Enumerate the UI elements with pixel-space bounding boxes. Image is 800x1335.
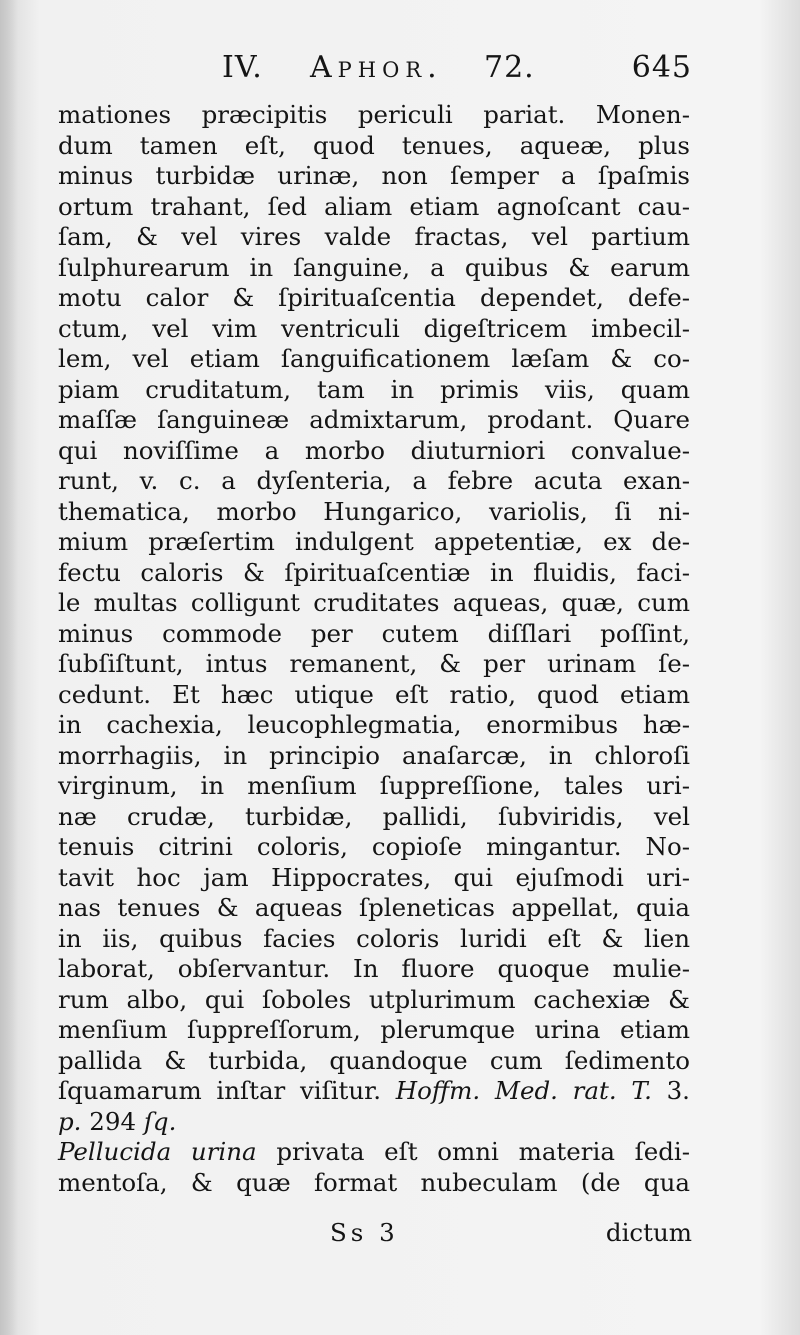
text-line: lem, vel etiam ſanguificationem læſam & co- (58, 344, 690, 373)
text-line: tavit hoc jam Hippocrates, qui ejuſmodi uri- (58, 862, 690, 892)
text-line: maſſæ ſanguineæ admixtarum, prodant. Quare (58, 405, 690, 434)
text-line: motu calor & ſpirituaſcentia dependet, defe- (58, 283, 690, 312)
text-line: mentoſa, & quæ format nubeculam (de qua (58, 1167, 690, 1197)
text-line: piam cruditatum, tam in primis viis, quam (58, 374, 690, 404)
text-line: ſam, & vel vires valde fractas, vel partium (58, 222, 690, 251)
text-line-page-reference (58, 1107, 690, 1138)
text-line: minus turbidæ urinæ, non ſemper a ſpaſmis (58, 161, 690, 190)
header-aphorism: Aphor. (310, 50, 443, 85)
body-text (58, 100, 690, 1198)
text-line: qui noviſſime a morbo diuturniori convalue- (58, 435, 690, 465)
page-number: 645 (631, 50, 692, 85)
text-line: ſubſiſtunt, intus remanent, & per urinam ſe- (58, 649, 690, 678)
text-line: menſium ſuppreſſorum, plerumque urina etiam (58, 1015, 690, 1044)
citation-text: ſquamarum inſtar viſitur. (58, 1076, 381, 1105)
text-line: ortum trahant, ſed aliam etiam agnoſcant cau- (58, 191, 690, 221)
text-line: le multas colligunt cruditates aqueas, quæ, cum (58, 588, 690, 617)
text-line: cedunt. Et hæc utique eſt ratio, quod etiam (58, 679, 690, 709)
text-line: virginum, in menſium ſuppreſſione, tales uri- (58, 771, 690, 800)
text-line: mationes præcipitis periculi pariat. Monen- (58, 100, 690, 129)
text-line: pallida & turbida, quandoque cum ſedimento (58, 1045, 690, 1075)
paragraph-term: Pellucida urina (58, 1137, 257, 1166)
text-line-new-paragraph (58, 1137, 690, 1168)
page-gutter-shadow (0, 0, 18, 1335)
page-reference-number: 294 (89, 1106, 137, 1136)
citation-volume: 3. (666, 1076, 690, 1105)
citation-reference: Hoffm. Med. rat. T. (395, 1076, 652, 1105)
text-line: nas tenues & aqueas ſpleneticas appellat, quia (58, 893, 690, 922)
text-line: tenuis citrini coloris, copioſe mingantur. No- (58, 832, 690, 861)
text-line: laborat, obſervantur. In fluore quoque mulie- (58, 954, 690, 983)
header-aphorism-number: 72. (484, 50, 535, 85)
page-abbrev: p. (58, 1106, 82, 1136)
text-line: thematica, morbo Hungarico, variolis, ſi ni- (58, 496, 690, 526)
text-line: morrhagiis, in principio anaſarcæ, in chloroſi (58, 740, 690, 770)
sequentes-abbrev: ſq. (143, 1106, 177, 1136)
text-line: fectu caloris & ſpirituaſcentiæ in fluidis, faci- (58, 557, 690, 587)
text-line: rum albo, qui ſoboles utplurimum cachexiæ & (58, 984, 690, 1014)
running-header (222, 50, 692, 94)
text-line: dum tamen eſt, quod tenues, aqueæ, plus (58, 130, 690, 160)
header-section: IV. (222, 50, 263, 85)
catchword: dictum (605, 1218, 692, 1247)
text-line: mium præſertim indulgent appetentiæ, ex de- (58, 527, 690, 556)
text-line: in cachexia, leucophlegmatia, enormibus hæ- (58, 710, 690, 739)
paragraph-text: privata eſt omni materia ſedi- (276, 1137, 690, 1166)
text-line: in iis, quibus facies coloris luridi eſt & lien (58, 923, 690, 953)
page-footer (330, 1218, 692, 1254)
text-line: minus commode per cutem diſſlari poſſint, (58, 618, 690, 648)
text-line: ſulphurearum in ſanguine, a quibus & earum (58, 252, 690, 282)
text-line: næ crudæ, turbidæ, pallidi, ſubviridis, vel (58, 801, 690, 831)
text-line-citation (58, 1076, 690, 1107)
text-line: runt, v. c. a dyſenteria, a febre acuta exan- (58, 466, 690, 495)
text-line: ctum, vel vim ventriculi digeſtricem imbecil- (58, 313, 690, 343)
signature-mark: Ss 3 (330, 1218, 399, 1247)
